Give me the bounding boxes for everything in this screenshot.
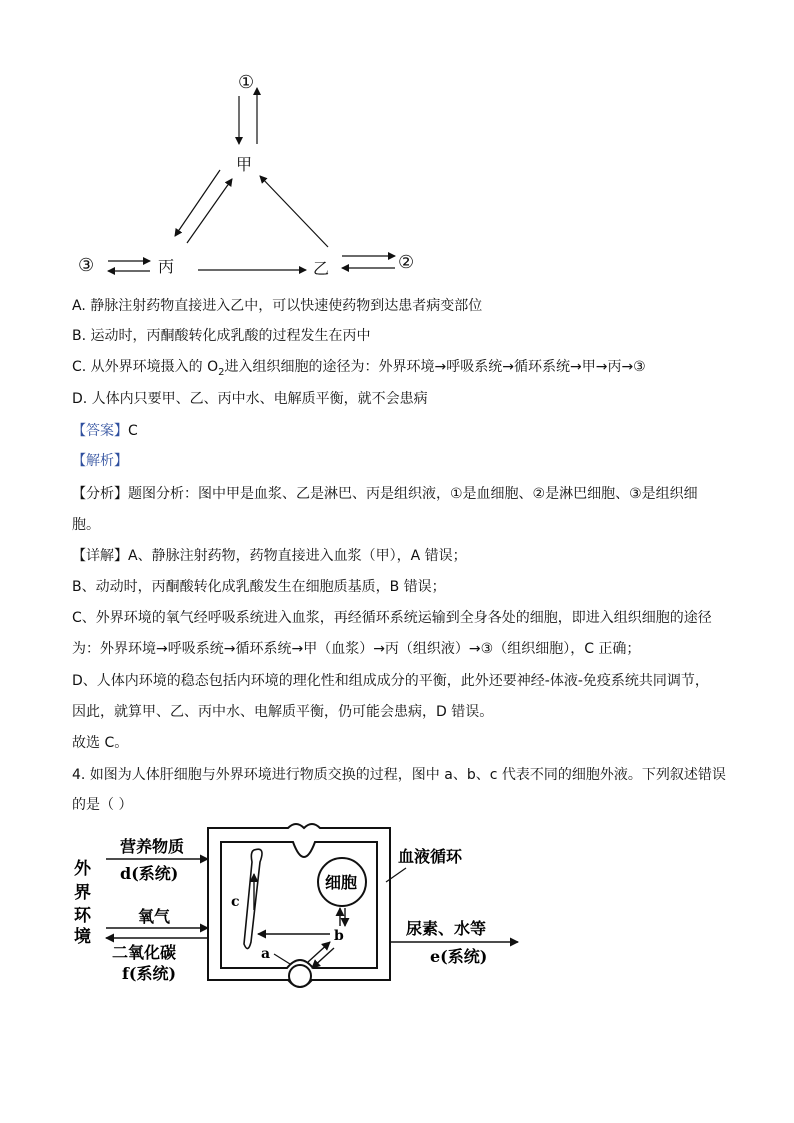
option-c-pre: C. 从外界环境摄入的 O bbox=[72, 359, 219, 375]
node-1: ① bbox=[238, 72, 255, 93]
label-cell: 细胞 bbox=[325, 873, 358, 892]
diagram-arrows bbox=[70, 66, 430, 286]
answer-value: C bbox=[128, 423, 138, 439]
label-b: b bbox=[334, 928, 344, 944]
node-bing: 丙 bbox=[158, 257, 175, 276]
analysis-line-1 bbox=[72, 484, 698, 504]
label-c: c bbox=[231, 894, 240, 910]
arrow-yi-to-jia bbox=[260, 176, 328, 247]
label-f-system: f(系统) bbox=[122, 964, 177, 983]
q4-line-1: 4. 如图为人体肝细胞与外界环境进行物质交换的过程，图中 a、b、c 代表不同的细胞外液。下列叙述错误 bbox=[72, 767, 726, 783]
label-co2: 二氧化碳 bbox=[112, 943, 177, 962]
label-urea: 尿素、水等 bbox=[406, 919, 487, 938]
label-outside-1: 外 bbox=[74, 859, 91, 879]
option-c bbox=[72, 357, 646, 383]
q4-line-2: 的是（ ） bbox=[72, 797, 133, 813]
label-blood-circulation: 血液循环 bbox=[398, 847, 463, 866]
label-nutrients: 营养物质 bbox=[120, 837, 185, 856]
detail-line-2: B、动动时，丙酮酸转化成乳酸发生在细胞质基质，B 错误； bbox=[72, 579, 446, 595]
option-b: B. 运动时，丙酮酸转化成乳酸的过程发生在丙中 bbox=[72, 328, 371, 344]
node-yi: 乙 bbox=[313, 259, 330, 278]
detail-line-3: C、外界环境的氧气经呼吸系统进入血浆，再经循环系统运输到全身各处的细胞，即进入组织细胞的途径 bbox=[72, 610, 712, 626]
capillary-circle bbox=[289, 965, 311, 987]
detail-line-5: D、人体内环境的稳态包括内环境的理化性和组成成分的平衡，此外还要神经-体液-免疫系统共同调节， bbox=[72, 673, 709, 689]
detail-text-1: A、静脉注射药物，药物直接进入血浆（甲），A 错误； bbox=[128, 548, 467, 564]
body-fluid-diagram bbox=[70, 66, 430, 286]
pointer-a bbox=[274, 954, 290, 964]
label-e-system: e(系统) bbox=[430, 947, 488, 966]
arrow-jia-to-bing bbox=[175, 170, 220, 236]
option-c-sub: 2 bbox=[218, 366, 225, 378]
label-d-system: d(系统) bbox=[120, 864, 179, 883]
option-a: A. 静脉注射药物直接进入乙中，可以快速使药物到达患者病变部位 bbox=[72, 298, 483, 314]
detail-line-4: 为：外界环境→呼吸系统→循环系统→甲（血浆）→丙（组织液）→③（组织细胞），C 正确； bbox=[72, 641, 641, 657]
label-oxygen: 氧气 bbox=[138, 907, 171, 926]
explain-title: 【解析】 bbox=[72, 453, 128, 469]
analysis-label: 【分析】 bbox=[72, 486, 128, 502]
liver-exchange-diagram bbox=[68, 822, 538, 1012]
node-2: ② bbox=[398, 252, 415, 273]
arrow-a-to-b bbox=[308, 942, 330, 962]
option-c-post: 进入组织细胞的途径为：外界环境→呼吸系统→循环系统→甲→丙→③ bbox=[224, 359, 646, 375]
node-3: ③ bbox=[78, 255, 95, 276]
label-outside-3: 环 bbox=[74, 906, 91, 926]
detail-label: 【详解】 bbox=[72, 548, 128, 564]
detail-conclusion: 故选 C。 bbox=[72, 735, 129, 751]
analysis-text-1: 题图分析：图中甲是血浆、乙是淋巴、丙是组织液，①是血细胞、②是淋巴细胞、③是组织细 bbox=[128, 486, 698, 502]
arrow-b-to-a bbox=[312, 948, 334, 968]
label-outside-4: 境 bbox=[74, 927, 91, 947]
option-d: D. 人体内只要甲、乙、丙中水、电解质平衡，就不会患病 bbox=[72, 391, 428, 407]
detail-line-1 bbox=[72, 546, 467, 566]
arrow-bing-to-jia bbox=[187, 179, 232, 243]
answer-line bbox=[72, 421, 138, 441]
answer-label: 【答案】 bbox=[72, 423, 128, 439]
detail-line-6: 因此，就算甲、乙、丙中水、电解质平衡，仍可能会患病，D 错误。 bbox=[72, 704, 494, 720]
node-jia: 甲 bbox=[236, 155, 253, 174]
label-outside-2: 界 bbox=[74, 883, 91, 903]
label-a: a bbox=[261, 946, 271, 962]
analysis-line-2: 胞。 bbox=[72, 517, 100, 533]
